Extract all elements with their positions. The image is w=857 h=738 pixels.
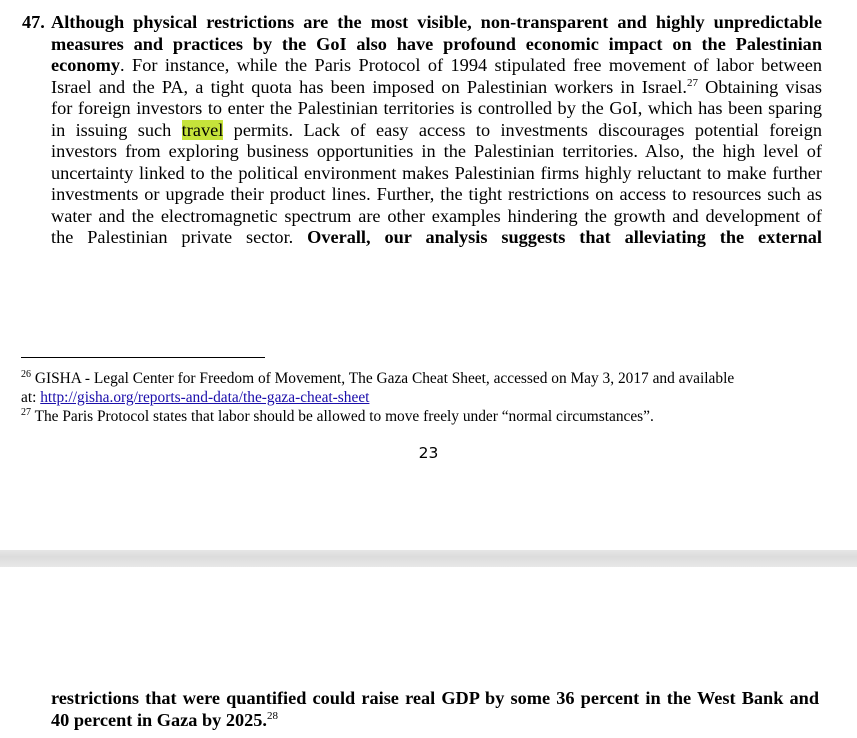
footnote-text: at: xyxy=(21,389,41,406)
body-text: . For instance, while the Paris Protocol of 1994 stipulated free movement of labor between xyxy=(120,55,822,75)
paragraph-line xyxy=(51,120,822,142)
footnote-26-continued xyxy=(21,388,831,407)
footnote-27 xyxy=(21,407,831,426)
paragraph-continuation xyxy=(51,688,819,731)
footnote-number: 27 xyxy=(21,407,31,418)
footnote-separator xyxy=(21,357,265,358)
footnote-ref-27[interactable]: 27 xyxy=(686,76,698,89)
paragraph-line: investors from exploring business opportunities in the Palestinian territories. Also, the high level of xyxy=(51,141,822,161)
body-text: permits. Lack of easy access to investments discourages potential foreign xyxy=(223,119,823,140)
document-page-24 xyxy=(0,567,857,738)
body-text: Obtaining visas xyxy=(697,76,822,97)
body-text: 40 percent in Gaza by 2025. xyxy=(51,709,267,730)
footnote-number: 26 xyxy=(21,369,31,380)
footnote-text: GISHA - Legal Center for Freedom of Movement, The Gaza Cheat Sheet, accessed on May 3, 2017 and available xyxy=(31,370,735,387)
paragraph-line xyxy=(51,77,822,99)
footnote-ref-28[interactable]: 28 xyxy=(266,709,278,722)
paragraph-number: 47. xyxy=(22,12,45,32)
paragraph-47 xyxy=(22,12,822,249)
bold-intro-text: measures and practices by the GoI also have profound economic impact on the Palestinian xyxy=(51,33,822,54)
footnote-26 xyxy=(21,369,831,388)
paragraph-line: uncertainty linked to the political environment makes Palestinian firms highly reluctant to make further xyxy=(51,162,822,183)
paragraph-line: for foreign investors to enter the Palestinian territories is controlled by the GoI, which has been sparing xyxy=(51,98,822,118)
search-highlight: travel xyxy=(181,119,224,140)
footnote-text: The Paris Protocol states that labor should be allowed to move freely under “normal circumstances”. xyxy=(31,408,654,425)
footnotes xyxy=(21,369,831,426)
bold-intro-text: Although physical restrictions are the most visible, non-transparent and highly unpredictable xyxy=(51,12,822,32)
paragraph-line: restrictions that were quantified could raise real GDP by some 36 percent in the West Bank and xyxy=(51,688,819,708)
paragraph-line xyxy=(51,12,822,34)
paragraph-line xyxy=(51,227,822,249)
gisha-link[interactable]: http://gisha.org/reports-and-data/the-gaza-cheat-sheet xyxy=(40,389,370,406)
paragraph-line: water and the electromagnetic spectrum are other examples hindering the growth and development of xyxy=(51,205,822,226)
page-break-gap xyxy=(0,550,857,567)
paragraph-line xyxy=(51,34,822,56)
paragraph-line xyxy=(51,710,819,732)
paragraph-line xyxy=(51,55,822,77)
body-text: Israel and the PA, a tight quota has been imposed on Palestinian workers in Israel. xyxy=(51,76,687,97)
body-text: the Palestinian private sector. xyxy=(51,227,308,247)
paragraph-line: investments or upgrade their product lines. Further, the tight restrictions on access to resources such as xyxy=(51,184,822,204)
body-text: in issuing such xyxy=(51,119,182,140)
page-number: 23 xyxy=(418,444,439,462)
bold-intro-text: economy xyxy=(51,55,121,75)
bold-conclusion-text: Overall, our analysis suggests that alleviating the external xyxy=(307,227,822,247)
